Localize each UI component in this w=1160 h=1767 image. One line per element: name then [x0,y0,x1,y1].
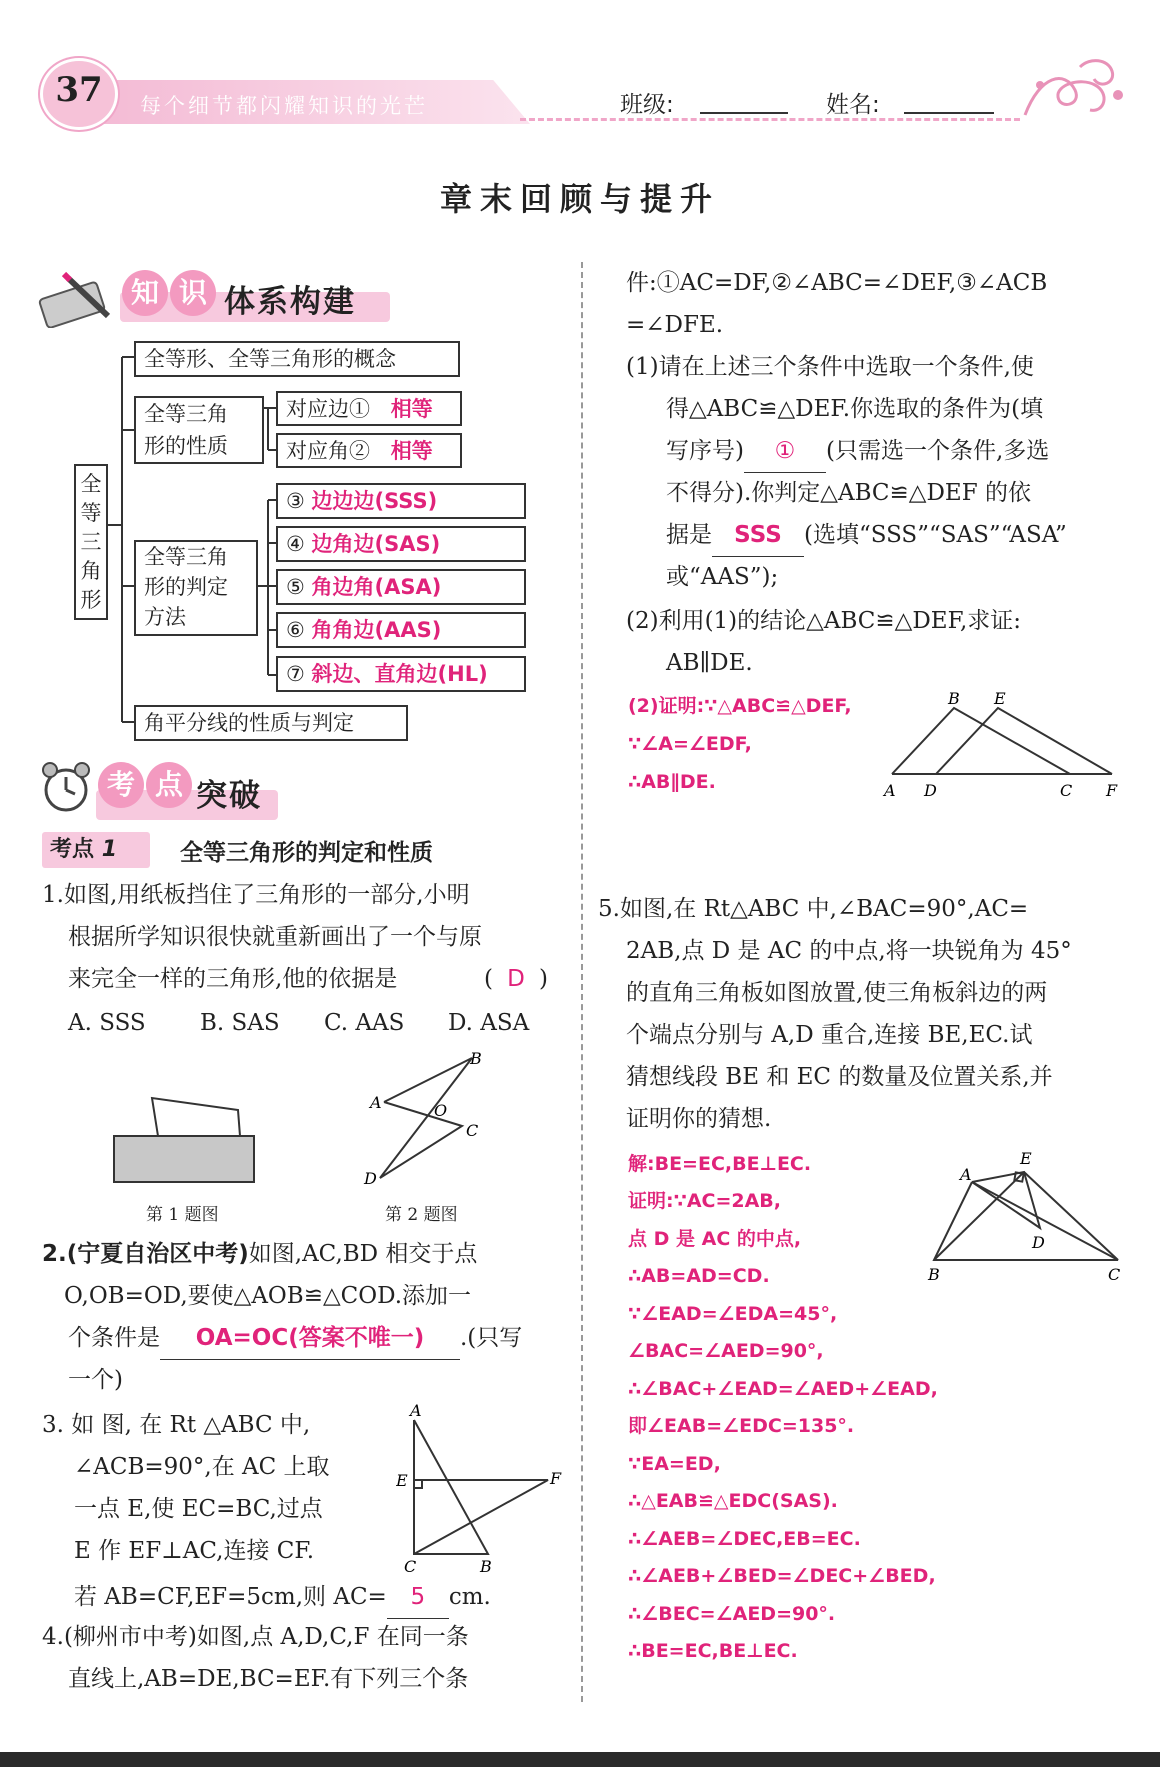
column-divider [581,262,583,1702]
figure-3-right-triangles [396,1404,572,1580]
q3-line-5: 若 AB=CF,EF=5cm,则 AC= 5 cm. [74,1576,491,1619]
fig5-label-b: B [928,1265,940,1284]
q5-solution-8: 即∠EAB=∠EDC=135°. [628,1415,855,1437]
q4-p1-line-1: (1)请在上述三个条件中选取一个条件,使 [626,354,1034,380]
tree-side: 对应边① 相等 [276,391,462,426]
q2-answer: OA=OC(答案不唯一) [160,1317,460,1360]
name-label: 姓名: [826,92,880,118]
q3-line-2: ∠ACB=90°,在 AC 上取 [74,1454,330,1480]
q5-solution-6: ∠BAC=∠AED=90°, [628,1340,824,1362]
q5-line-3: 的直角三角板如图放置,使三角板斜边的两 [626,980,1048,1006]
q5-line-4: 个端点分别与 A,D 重合,连接 BE,EC.试 [626,1022,1033,1048]
q5-solution-4: ∴AB=AD=CD. [628,1265,770,1287]
q3-line-1: 3. 如 图, 在 Rt △ABC 中, [42,1412,311,1438]
q2-line-4: 一个) [68,1367,123,1393]
tree-method-asa: ⑤ 角边角(ASA) [276,569,526,605]
flourish-icon [1020,55,1130,125]
q4-p1-line-5: 据是 SSS (选填“SSS”“SAS”“ASA” [666,514,1067,557]
q5-solution-3: 点 D 是 AC 的中点, [628,1228,802,1250]
tree-method-sss: ③ 边边边(SSS) [276,483,526,519]
page-title: 章末回顾与提升 [439,180,720,218]
class-label: 班级: [620,92,674,118]
q5-solution-13: ∴∠BEC=∠AED=90°. [628,1603,836,1625]
q4-p1-line-4: 不得分).你判定△ABC≌△DEF 的依 [666,480,1031,506]
figure-5-set-square [918,1146,1128,1286]
figure-1-cardboard [100,1090,270,1186]
q1-answer: ( D ) [484,966,548,992]
fig4-label-d: D [924,781,937,800]
fig4-label-a: A [884,781,896,800]
q4-proof-2: ∵∠A=∠EDF, [628,733,752,755]
q2-line-2: O,OB=OD,要使△AOB≌△COD.添加一 [64,1283,472,1309]
tree-property-label: 全等三角 形的性质 [134,396,264,464]
q3-answer: 5 [387,1576,449,1619]
fig4-label-e: E [994,689,1006,708]
fig4-label-b: B [948,689,960,708]
page-number: 37 [55,70,103,110]
figure-1-caption: 第 1 题图 [146,1205,219,1225]
fig5-label-a: A [960,1165,972,1184]
header-slogan: 每个细节都闪耀知识的光芒 [140,94,428,118]
alarm-clock-icon [38,758,94,814]
q4-p1-line-6: 或“AAS”); [666,564,779,590]
q2-line-3: 个条件是 OA=OC(答案不唯一) .(只写 [68,1317,522,1360]
q4-answer-1: ① [744,430,826,473]
q4-p2-line-1: (2)利用(1)的结论△ABC≌△DEF,求证: [626,608,1022,634]
q1-line-1: 1.如图,用纸板挡住了三角形的一部分,小明 [42,882,470,908]
q5-line-2: 2AB,点 D 是 AC 的中点,将一块锐角为 45° [626,938,1072,964]
q5-solution-1: 解:BE=EC,BE⊥EC. [628,1153,812,1175]
figure-2-caption: 第 2 题图 [385,1205,458,1225]
tree-methods-label: 全等三角 形的判定 方法 [134,540,258,636]
q4-line-2: 直线上,AB=DE,BC=EF.有下列三个条 [68,1666,469,1692]
breakthrough-circle-2: 点 [146,762,192,808]
figure-4-parallel-triangles [880,688,1120,802]
fig3-label-c: C [404,1557,417,1576]
fig2-label-o: O [434,1101,448,1120]
fig4-label-f: F [1106,781,1118,800]
class-field[interactable] [700,112,788,114]
tree-angle-answer: 相等 [377,435,447,468]
tree-concept: 全等形、全等三角形的概念 [134,341,460,377]
q1-line-2: 根据所学知识很快就重新画出了一个与原 [68,924,482,950]
fig5-label-d: D [1032,1233,1045,1252]
fig2-label-c: C [466,1121,479,1140]
q5-solution-12: ∴∠AEB+∠BED=∠DEC+∠BED, [628,1565,936,1587]
q1-option-d: D. ASA [448,1010,530,1036]
fig3-label-e: E [396,1471,408,1490]
q5-line-5: 猜想线段 BE 和 EC 的数量及位置关系,并 [626,1064,1053,1090]
fig2-label-b: B [470,1049,482,1068]
q4-answer-2: SSS [712,514,804,557]
q4-proof-3: ∴AB∥DE. [628,771,716,793]
q5-solution-9: ∵EA=ED, [628,1453,721,1475]
q1-line-3: 来完全一样的三角形,他的依据是 [68,966,398,992]
header-dash [520,118,1020,121]
q3-line-3: 一点 E,使 EC=BC,过点 [74,1496,323,1522]
q4-line-3: 件:①AC=DF,②∠ABC=∠DEF,③∠ACB [626,270,1048,296]
q1-option-c: C. AAS [324,1010,405,1036]
q3-line-4: E 作 EF⊥AC,连接 CF. [74,1538,315,1564]
q4-line-1: 4.(柳州市中考)如图,点 A,D,C,F 在同一条 [42,1624,469,1650]
fig4-label-c: C [1060,781,1073,800]
fig3-label-a: A [410,1404,422,1420]
bottom-bar [0,1752,1160,1767]
knowledge-heading-text: 体系构建 [224,284,356,320]
q5-solution-5: ∵∠EAD=∠EDA=45°, [628,1303,838,1325]
q5-line-6: 证明你的猜想. [626,1106,772,1132]
fig5-label-e: E [1020,1149,1032,1168]
fig2-label-d: D [364,1169,377,1188]
topic-tag: 考点 1 [42,832,150,868]
knowledge-circle-1: 知 [122,270,168,316]
knowledge-circle-2: 识 [170,270,216,316]
q4-p1-line-3: 写序号) ① (只需选一个条件,多选 [666,430,1049,473]
q4-proof-1: (2)证明:∵△ABC≌△DEF, [628,695,852,717]
figure-2-crossing-triangles [360,1048,510,1188]
breakthrough-heading-text: 突破 [196,778,262,814]
q1-option-b: B. SAS [200,1010,280,1036]
q5-line-1: 5.如图,在 Rt△ABC 中,∠BAC=90°,AC= [598,896,1029,922]
tree-root: 全 等 三 角 形 [74,464,108,620]
q4-p1-line-2: 得△ABC≌△DEF.你选取的条件为(填 [666,396,1044,422]
q5-solution-10: ∴△EAB≌△EDC(SAS). [628,1490,838,1512]
name-field[interactable] [904,112,994,114]
fig3-label-f: F [550,1469,562,1488]
q4-line-4: =∠DFE. [626,312,724,338]
tree-method-aas: ⑥ 角角边(AAS) [276,612,526,648]
q5-solution-11: ∴∠AEB=∠DEC,EB=EC. [628,1528,861,1550]
breakthrough-circle-1: 考 [98,762,144,808]
q5-solution-7: ∴∠BAC+∠EAD=∠AED+∠EAD, [628,1378,938,1400]
q5-solution-14: ∴BE=EC,BE⊥EC. [628,1640,798,1662]
q5-solution-2: 证明:∵AC=2AB, [628,1190,782,1212]
fig2-label-a: A [370,1093,382,1112]
tree-bisector: 角平分线的性质与判定 [134,705,408,741]
fig5-label-c: C [1108,1265,1121,1284]
topic-title: 全等三角形的判定和性质 [180,840,433,866]
fig3-label-b: B [480,1557,492,1576]
q4-p2-line-2: AB∥DE. [666,650,753,676]
tree-method-hl: ⑦ 斜边、直角边(HL) [276,656,526,692]
tree-angle: 对应角② 相等 [276,433,462,468]
q2-line-1: 2.(宁夏自治区中考)如图,AC,BD 相交于点 [42,1241,478,1267]
tree-side-answer: 相等 [377,393,447,426]
tree-method-sas: ④ 边角边(SAS) [276,526,526,562]
q1-option-a: A. SSS [68,1010,146,1036]
